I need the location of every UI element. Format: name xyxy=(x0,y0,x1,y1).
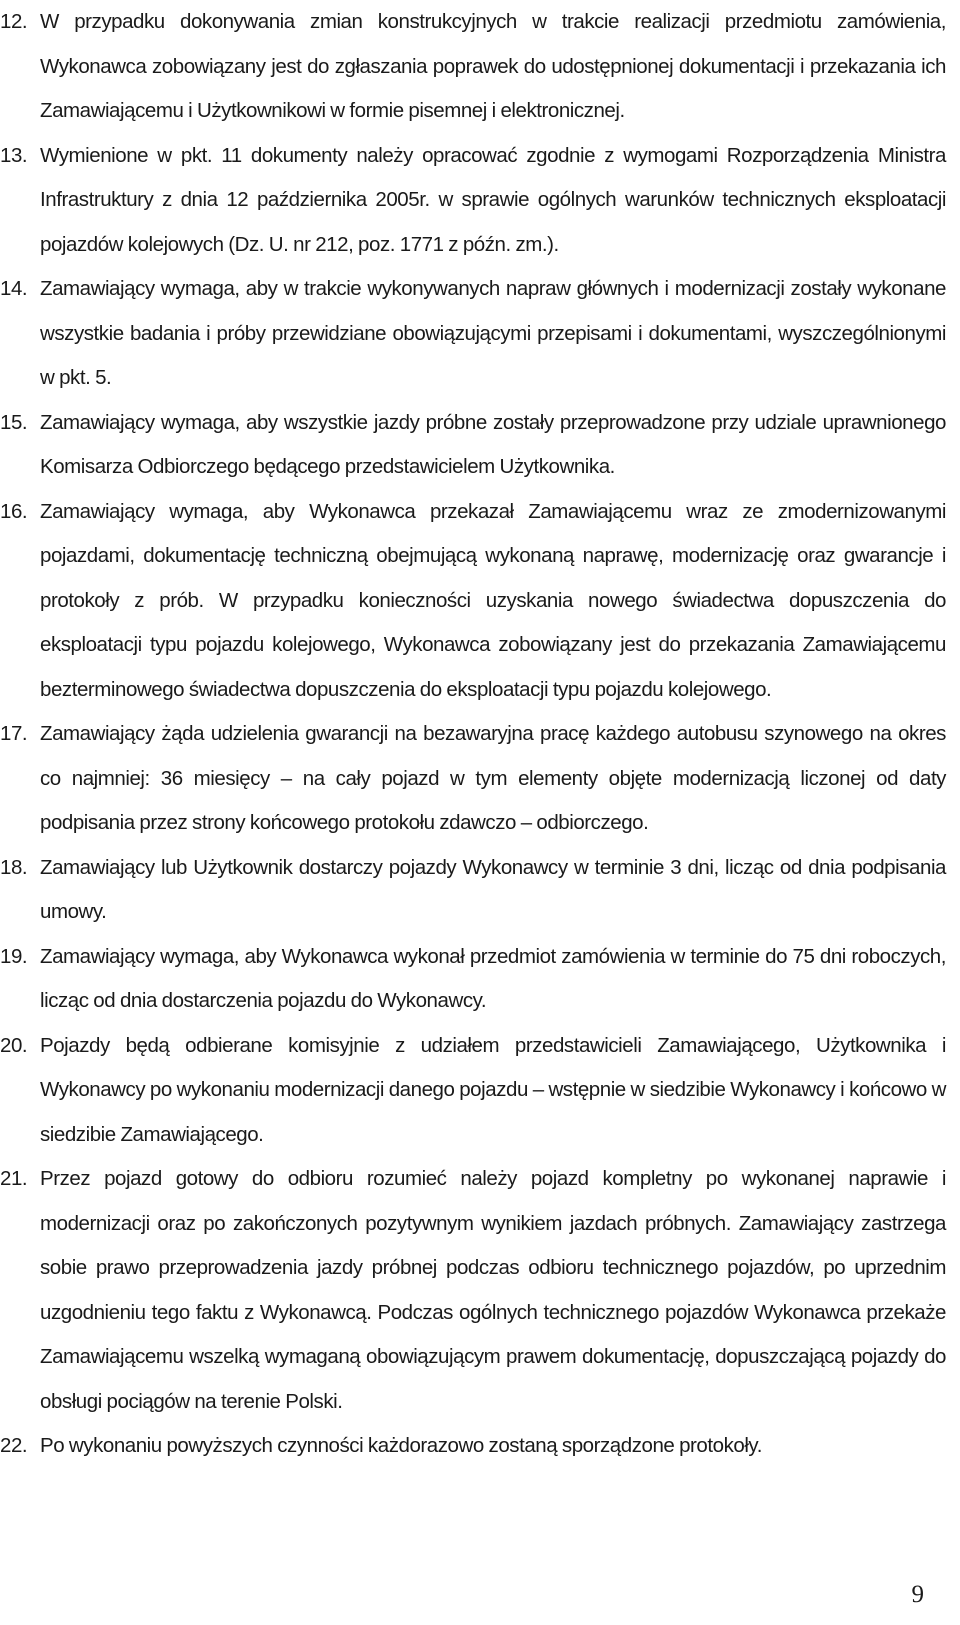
item-text: Zamawiający wymaga, aby w trakcie wykonywanych napraw głównych i modernizacji zostały wykonane wszystkie badania i próby przewidziane obowiązującymi przepisami i dokumentami, wyszczególnionymi w pkt. 5. xyxy=(40,277,946,389)
list-item-17 xyxy=(0,712,960,846)
item-number: 22. xyxy=(0,1434,28,1457)
item-text: Przez pojazd gotowy do odbioru rozumieć należy pojazd kompletny po wykonanej naprawie i modernizacji oraz po zakończonych pozytywnym wynikiem jazdach próbnych. Zamawiający zastrzega sobie prawo przeprowadzenia jazdy próbnej podczas odbioru technicznego pojazdów, po uprzednim uzgodnieniu tego faktu z Wykonawcą. Podczas ogólnych technicznego pojazdów Wykonawca przekaże Zamawiającemu wszelką wymaganą obowiązującym prawem dokumentację, dopuszczającą pojazdy do obsługi pociągów na terenie Polski. xyxy=(40,1167,946,1413)
item-text: Pojazdy będą odbierane komisyjnie z udziałem przedstawicieli Zamawiającego, Użytkownika i Wykonawcy po wykonaniu modernizacji danego pojazdu – wstępnie w siedzibie Wykonawcy i końcowo w siedzibie Zamawiającego. xyxy=(40,1033,946,1146)
list-item-15 xyxy=(0,401,960,490)
list-item-13 xyxy=(0,134,960,268)
list-item-19 xyxy=(0,935,960,1024)
item-text: Wymienione w pkt. 11 dokumenty należy opracować zgodnie z wymogami Rozporządzenia Ministra Infrastruktury z dnia 12 października 2005r. w sprawie ogólnych warunków technicznych eksploatacji pojazdów kolejowych (Dz. U. nr 212, poz. 1771 z późn. zm.). xyxy=(40,143,946,256)
item-number: 13. xyxy=(0,143,28,167)
list-item-18 xyxy=(0,846,960,935)
item-text: Zamawiający wymaga, aby Wykonawca wykonał przedmiot zamówienia w terminie do 75 dni roboczych, licząc od dnia dostarczenia pojazdu do Wykonawcy. xyxy=(40,944,946,1012)
item-number: 20. xyxy=(0,1033,28,1057)
item-number: 21. xyxy=(0,1167,28,1190)
item-number: 19. xyxy=(0,944,28,968)
list-item-16 xyxy=(0,490,960,713)
list-item-12 xyxy=(0,0,960,134)
page-number: 9 xyxy=(911,1581,924,1608)
item-number: 17. xyxy=(0,722,28,745)
item-text: Zamawiający wymaga, aby Wykonawca przekazał Zamawiającemu wraz ze zmodernizowanymi pojazdami, dokumentację techniczną obejmującą wykonaną naprawę, modernizację oraz gwarancje i protokoły z prób. W przypadku konieczności uzyskania nowego świadectwa dopuszczenia do eksploatacji typu pojazdu kolejowego, Wykonawca zobowiązany jest do przekazania Zamawiającemu bezterminowego świadectwa dopuszczenia do eksploatacji typu pojazdu kolejowego. xyxy=(40,499,946,701)
item-number: 18. xyxy=(0,855,28,879)
item-text: Zamawiający wymaga, aby wszystkie jazdy próbne zostały przeprowadzone przy udziale uprawnionego Komisarza Odbiorczego będącego przedstawicielem Użytkownika. xyxy=(40,410,946,478)
list-item-20 xyxy=(0,1024,960,1158)
list-item-22 xyxy=(0,1424,960,1469)
item-text: Zamawiający żąda udzielenia gwarancji na bezawaryjna pracę każdego autobusu szynowego na okres co najmniej: 36 miesięcy – na cały pojazd w tym elementy objęte modernizacją liczonej od daty podpisania przez strony końcowego protokołu zdawczo – odbiorczego. xyxy=(40,722,946,834)
list-item-14 xyxy=(0,267,960,401)
list-item-21 xyxy=(0,1157,960,1424)
item-number: 12. xyxy=(0,10,28,33)
item-text: Po wykonaniu powyższych czynności każdorazowo zostaną sporządzone protokoły. xyxy=(40,1434,762,1457)
item-number: 16. xyxy=(0,499,28,523)
item-text: Zamawiający lub Użytkownik dostarczy pojazdy Wykonawcy w terminie 3 dni, licząc od dnia podpisania umowy. xyxy=(40,855,946,923)
item-number: 14. xyxy=(0,277,28,300)
item-number: 15. xyxy=(0,410,28,434)
item-text: W przypadku dokonywania zmian konstrukcyjnych w trakcie realizacji przedmiotu zamówienia, Wykonawca zobowiązany jest do zgłaszania poprawek do udostępnionej dokumentacji i przekazania ich Zamawiającemu i Użytkownikowi w formie pisemnej i elektronicznej. xyxy=(40,10,946,122)
